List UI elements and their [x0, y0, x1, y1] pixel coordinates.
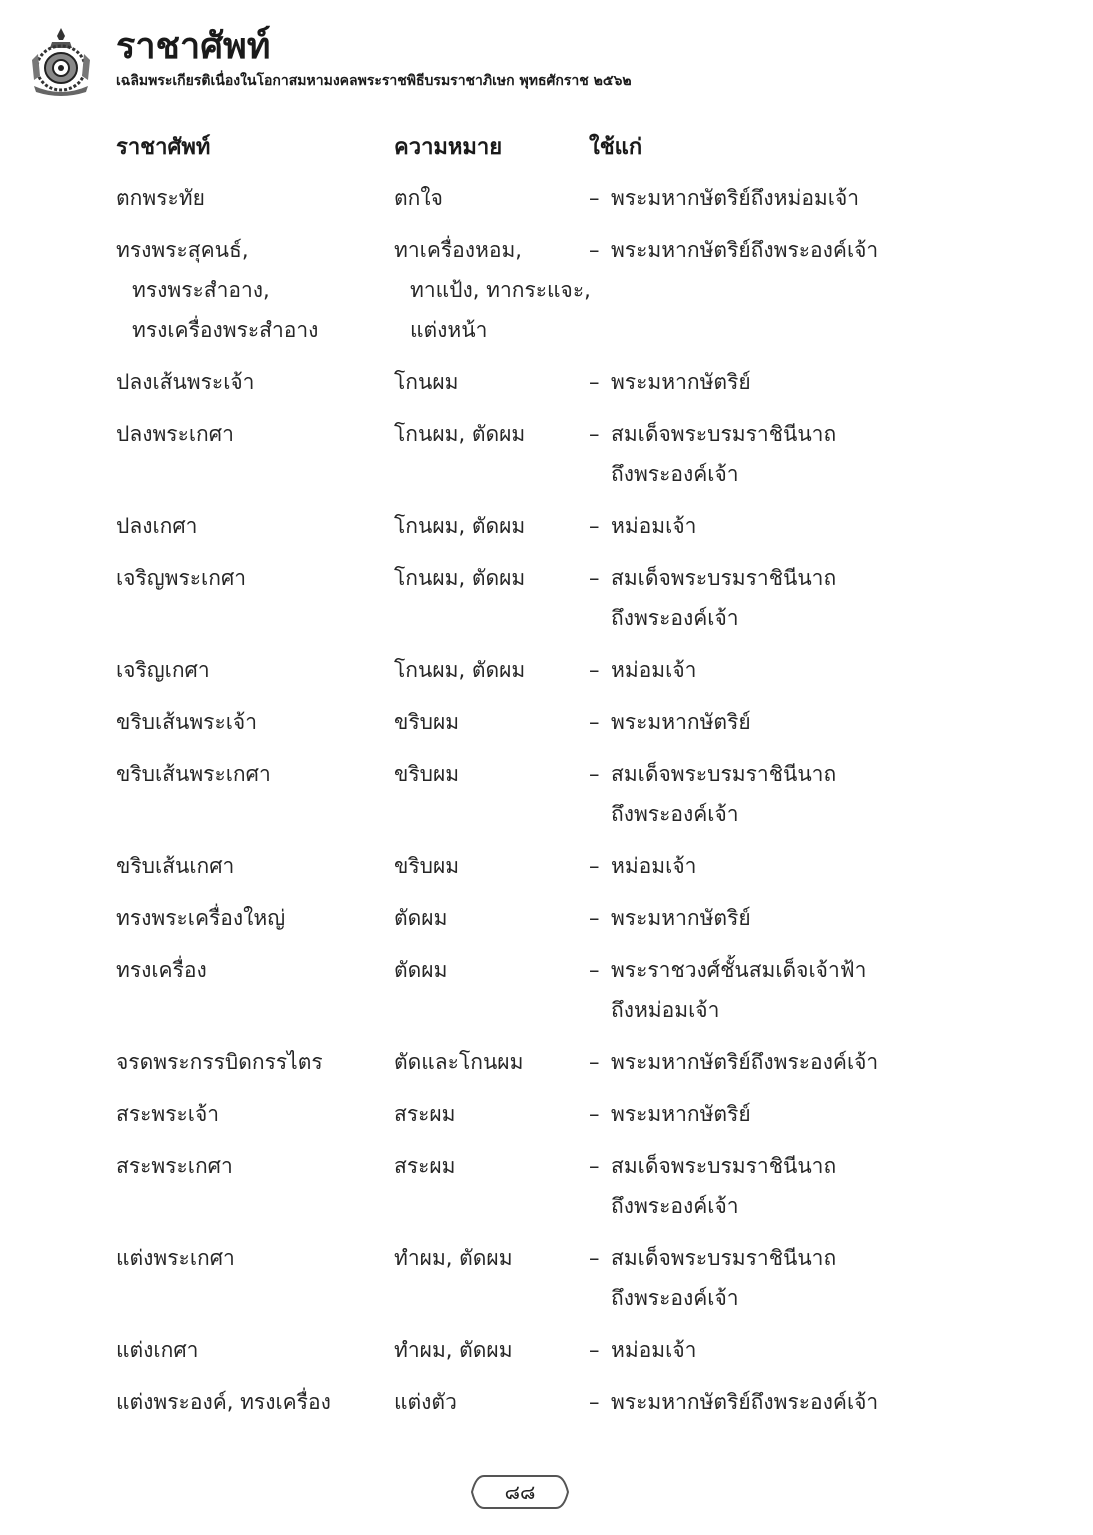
- meaning-text: ทำผม, ตัดผม: [394, 1246, 513, 1270]
- used-for-cell: [589, 702, 1016, 742]
- dash-marker: –: [589, 1050, 600, 1074]
- term-cell: [116, 230, 394, 350]
- used-for-text: พระมหากษัตริย์: [611, 1102, 751, 1126]
- term-text: จรดพระกรรบิดกรรไตร: [116, 1050, 323, 1074]
- page-number-badge: [470, 1472, 570, 1512]
- term-text: ปลงเส้นพระเจ้า: [116, 370, 255, 394]
- used-for-cell: [589, 846, 1016, 886]
- used-for-text: พระมหากษัตริย์ถึงพระองค์เจ้า: [611, 238, 879, 262]
- table-row: [116, 754, 1016, 834]
- term-cell: [116, 702, 394, 742]
- term-text: ทรงเครื่องพระสำอาง: [132, 318, 319, 342]
- used-for-cell: [589, 1238, 1016, 1318]
- term-cell: [116, 178, 394, 218]
- used-for-text: ถึงพระองค์เจ้า: [611, 1194, 739, 1218]
- table-row: [116, 178, 1016, 218]
- meaning-text: สระผม: [394, 1154, 456, 1178]
- used-for-cell: [589, 1146, 1016, 1226]
- column-header-term: ราชาศัพท์: [116, 134, 211, 160]
- used-for-text: พระมหากษัตริย์: [611, 906, 751, 930]
- used-for-line: [589, 362, 1016, 402]
- meaning-cell: [394, 1094, 589, 1134]
- used-for-cell: [589, 362, 1016, 402]
- table-row: [116, 1146, 1016, 1226]
- meaning-cell: [394, 1330, 589, 1370]
- meaning-text: ทาเครื่องหอม,: [394, 238, 522, 262]
- meaning-text: แต่งตัว: [394, 1390, 457, 1414]
- used-for-text: หม่อมเจ้า: [611, 854, 697, 878]
- table-row: [116, 1042, 1016, 1082]
- used-for-text: พระราชวงศ์ชั้นสมเด็จเจ้าฟ้า: [611, 958, 867, 982]
- dash-marker: –: [589, 238, 600, 262]
- meaning-cell: [394, 754, 589, 834]
- royal-emblem-icon: [28, 26, 94, 96]
- term-text: ทรงเครื่อง: [116, 958, 207, 982]
- meaning-cell: [394, 650, 589, 690]
- meaning-text: โกนผม, ตัดผม: [394, 422, 526, 446]
- royal-vocabulary-table: [116, 126, 1016, 1434]
- meaning-cell: [394, 1146, 589, 1226]
- used-for-line: [589, 702, 1016, 742]
- table-row: [116, 1094, 1016, 1134]
- term-cell: [116, 414, 394, 494]
- used-for-text: พระมหากษัตริย์: [611, 710, 751, 734]
- meaning-text: โกนผม: [394, 370, 459, 394]
- used-for-text: ถึงพระองค์เจ้า: [611, 606, 739, 630]
- dash-marker: –: [589, 186, 600, 210]
- term-text: ขริบเส้นพระเกศา: [116, 762, 271, 786]
- used-for-text: หม่อมเจ้า: [611, 658, 697, 682]
- used-for-text: หม่อมเจ้า: [611, 514, 697, 538]
- meaning-text: ขริบผม: [394, 762, 460, 786]
- used-for-cell: [589, 506, 1016, 546]
- meaning-text: ตัดผม: [394, 958, 448, 982]
- page-subtitle: เฉลิมพระเกียรติเนื่องในโอกาสมหามงคลพระราชพิธีบรมราชาภิเษก พุทธศักราช ๒๕๖๒: [116, 73, 632, 89]
- table-body: [116, 178, 1016, 1422]
- meaning-cell: [394, 414, 589, 494]
- meaning-text: ทาแป้ง, ทากระแจะ,: [410, 278, 591, 302]
- term-text: ทรงพระเครื่องใหญ่: [116, 906, 286, 930]
- term-text: ตกพระทัย: [116, 186, 205, 210]
- table-row: [116, 1330, 1016, 1370]
- used-for-line: [589, 950, 1016, 990]
- used-for-text: สมเด็จพระบรมราชินีนาถ: [611, 1246, 837, 1270]
- used-for-line: [589, 506, 1016, 546]
- term-text: เจริญเกศา: [116, 658, 210, 682]
- used-for-text: พระมหากษัตริย์ถึงพระองค์เจ้า: [611, 1050, 879, 1074]
- used-for-line: [589, 1094, 1016, 1134]
- meaning-cell: [394, 702, 589, 742]
- used-for-line: [589, 1330, 1016, 1370]
- used-for-line: [589, 230, 1016, 270]
- dash-marker: –: [589, 906, 600, 930]
- meaning-text: โกนผม, ตัดผม: [394, 514, 526, 538]
- used-for-text: ถึงหม่อมเจ้า: [611, 998, 720, 1022]
- used-for-text: หม่อมเจ้า: [611, 1338, 697, 1362]
- table-header-row: [116, 126, 1016, 166]
- used-for-line: [589, 558, 1016, 598]
- term-text: เจริญพระเกศา: [116, 566, 247, 590]
- table-row: [116, 846, 1016, 886]
- term-cell: [116, 650, 394, 690]
- used-for-text: สมเด็จพระบรมราชินีนาถ: [611, 422, 837, 446]
- term-cell: [116, 1042, 394, 1082]
- used-for-line: [589, 1382, 1016, 1422]
- meaning-cell: [394, 1042, 589, 1082]
- table-row: [116, 950, 1016, 1030]
- used-for-cell: [589, 558, 1016, 638]
- term-text: ปลงเกศา: [116, 514, 198, 538]
- meaning-text: สระผม: [394, 1102, 456, 1126]
- table-row: [116, 1238, 1016, 1318]
- meaning-text: แต่งหน้า: [410, 318, 488, 342]
- used-for-line: [589, 178, 1016, 218]
- meaning-text: ตกใจ: [394, 186, 443, 210]
- meaning-cell: [394, 362, 589, 402]
- used-for-line: [589, 1042, 1016, 1082]
- table-row: [116, 558, 1016, 638]
- meaning-text: โกนผม, ตัดผม: [394, 658, 526, 682]
- table-row: [116, 650, 1016, 690]
- table-row: [116, 230, 1016, 350]
- dash-marker: –: [589, 566, 600, 590]
- dash-marker: –: [589, 1246, 600, 1270]
- table-row: [116, 414, 1016, 494]
- term-text: แต่งพระเกศา: [116, 1246, 235, 1270]
- used-for-cell: [589, 898, 1016, 938]
- dash-marker: –: [589, 1338, 600, 1362]
- term-text: ขริบเส้นเกศา: [116, 854, 235, 878]
- term-cell: [116, 950, 394, 1030]
- table-row: [116, 898, 1016, 938]
- used-for-text: พระมหากษัตริย์ถึงพระองค์เจ้า: [611, 1390, 879, 1414]
- table-row: [116, 362, 1016, 402]
- dash-marker: –: [589, 1154, 600, 1178]
- term-text: สระพระเกศา: [116, 1154, 233, 1178]
- meaning-cell: [394, 178, 589, 218]
- dash-marker: –: [589, 1390, 600, 1414]
- used-for-line: [589, 1146, 1016, 1186]
- term-cell: [116, 1238, 394, 1318]
- used-for-text: สมเด็จพระบรมราชินีนาถ: [611, 1154, 837, 1178]
- used-for-text: สมเด็จพระบรมราชินีนาถ: [611, 762, 837, 786]
- page-header: [28, 22, 1068, 102]
- term-text: ปลงพระเกศา: [116, 422, 234, 446]
- used-for-text: พระมหากษัตริย์: [611, 370, 751, 394]
- used-for-cell: [589, 950, 1016, 1030]
- meaning-cell: [394, 846, 589, 886]
- term-text: ทรงพระสุคนธ์,: [116, 238, 249, 262]
- meaning-cell: [394, 230, 589, 350]
- meaning-text: ขริบผม: [394, 854, 460, 878]
- dash-marker: –: [589, 762, 600, 786]
- used-for-line: [589, 1238, 1016, 1278]
- term-text: สระพระเจ้า: [116, 1102, 220, 1126]
- column-header-used-for: ใช้แก่: [589, 134, 643, 160]
- meaning-text: ตัดผม: [394, 906, 448, 930]
- used-for-cell: [589, 650, 1016, 690]
- meaning-cell: [394, 1238, 589, 1318]
- term-text: แต่งพระองค์, ทรงเครื่อง: [116, 1390, 331, 1414]
- term-cell: [116, 506, 394, 546]
- used-for-line: [589, 414, 1016, 454]
- table-row: [116, 506, 1016, 546]
- dash-marker: –: [589, 1102, 600, 1126]
- used-for-text: สมเด็จพระบรมราชินีนาถ: [611, 566, 837, 590]
- used-for-line: [589, 754, 1016, 794]
- term-cell: [116, 558, 394, 638]
- used-for-line: [589, 650, 1016, 690]
- used-for-cell: [589, 1330, 1016, 1370]
- used-for-text: พระมหากษัตริย์ถึงหม่อมเจ้า: [611, 186, 860, 210]
- used-for-cell: [589, 1042, 1016, 1082]
- term-cell: [116, 754, 394, 834]
- meaning-cell: [394, 950, 589, 1030]
- used-for-text: ถึงพระองค์เจ้า: [611, 1286, 739, 1310]
- term-cell: [116, 1094, 394, 1134]
- meaning-text: ทำผม, ตัดผม: [394, 1338, 513, 1362]
- used-for-cell: [589, 1382, 1016, 1422]
- term-cell: [116, 1146, 394, 1226]
- meaning-cell: [394, 506, 589, 546]
- dash-marker: –: [589, 422, 600, 446]
- page-title: ราชาศัพท์: [116, 25, 271, 67]
- used-for-cell: [589, 230, 1016, 350]
- dash-marker: –: [589, 854, 600, 878]
- used-for-cell: [589, 414, 1016, 494]
- dash-marker: –: [589, 710, 600, 734]
- dash-marker: –: [589, 514, 600, 538]
- used-for-text: ถึงพระองค์เจ้า: [611, 802, 739, 826]
- column-header-meaning: ความหมาย: [394, 134, 503, 160]
- page-number: ๘๘: [504, 1480, 536, 1504]
- used-for-text: ถึงพระองค์เจ้า: [611, 462, 739, 486]
- term-cell: [116, 1330, 394, 1370]
- term-text: ขริบเส้นพระเจ้า: [116, 710, 257, 734]
- term-cell: [116, 362, 394, 402]
- used-for-line: [589, 846, 1016, 886]
- term-cell: [116, 898, 394, 938]
- dash-marker: –: [589, 958, 600, 982]
- meaning-cell: [394, 1382, 589, 1422]
- dash-marker: –: [589, 658, 600, 682]
- meaning-text: โกนผม, ตัดผม: [394, 566, 526, 590]
- table-row: [116, 1382, 1016, 1422]
- meaning-cell: [394, 898, 589, 938]
- meaning-cell: [394, 558, 589, 638]
- used-for-cell: [589, 178, 1016, 218]
- dash-marker: –: [589, 370, 600, 394]
- term-cell: [116, 1382, 394, 1422]
- used-for-cell: [589, 754, 1016, 834]
- used-for-line: [589, 898, 1016, 938]
- used-for-cell: [589, 1094, 1016, 1134]
- table-row: [116, 702, 1016, 742]
- meaning-text: ตัดและโกนผม: [394, 1050, 524, 1074]
- term-cell: [116, 846, 394, 886]
- term-text: ทรงพระสำอาง,: [132, 278, 270, 302]
- meaning-text: ขริบผม: [394, 710, 460, 734]
- term-text: แต่งเกศา: [116, 1338, 199, 1362]
